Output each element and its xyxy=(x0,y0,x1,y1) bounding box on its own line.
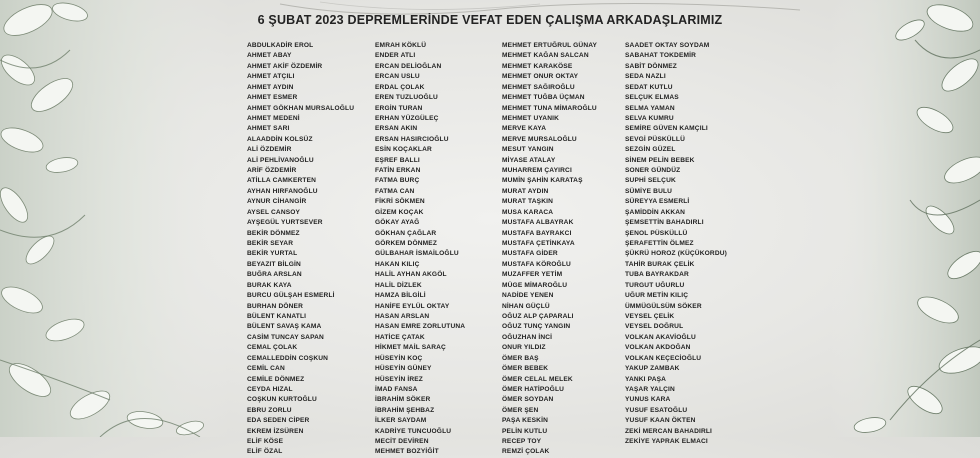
name-item: VOLKAN KEÇECİOĞLU xyxy=(625,354,702,362)
names-column-3 xyxy=(502,41,597,458)
name-item: HAMZA BİLGİLİ xyxy=(375,292,426,300)
name-item: MEHMET TUĞBA ÜÇMAN xyxy=(502,94,585,102)
name-item: ALİ ÖZDEMİR xyxy=(247,146,292,154)
name-item: EBRU ZORLU xyxy=(247,406,292,414)
name-item: AHMET AYDIN xyxy=(247,83,294,91)
name-item: ENDER ATLI xyxy=(375,52,416,60)
name-item: ERDAL ÇOLAK xyxy=(375,83,425,91)
name-item: ELİF ÖZAL xyxy=(247,448,283,456)
name-item: ESİN KOÇAKLAR xyxy=(375,146,432,154)
name-item: ÖMER BEBEK xyxy=(502,365,549,373)
name-item: MESUT YANGIN xyxy=(502,146,554,154)
name-item: HASAN EMRE ZORLUTUNA xyxy=(375,323,466,331)
name-item: ŞAMİDDİN AKKAN xyxy=(625,208,686,216)
name-item: SONER GÜNDÜZ xyxy=(625,167,681,175)
name-item: BURAK KAYA xyxy=(247,281,292,289)
name-item: AHMET MEDENİ xyxy=(247,114,300,122)
name-item: SEZGİN GÜZEL xyxy=(625,146,676,154)
name-item: ONUR YILDIZ xyxy=(502,344,546,352)
name-item: İLKER SAYDAM xyxy=(375,417,427,425)
name-item: ÖMER CELAL MELEK xyxy=(502,375,573,383)
name-item: YANKI PAŞA xyxy=(625,375,667,383)
name-item: SELMA YAMAN xyxy=(625,104,675,112)
names-column-4 xyxy=(625,41,727,447)
name-item: MEHMET BOZYİĞİT xyxy=(375,448,439,456)
name-item: FATMA BURÇ xyxy=(375,177,420,185)
name-item: CEMİL CAN xyxy=(247,365,285,373)
name-item: EKREM İZSÜREN xyxy=(247,427,304,435)
name-item: EMRAH KÖKLÜ xyxy=(375,42,427,49)
name-item: HAKAN KILIÇ xyxy=(375,260,420,268)
name-item: MUZAFFER YETİM xyxy=(502,271,563,279)
name-item: MİYASE ATALAY xyxy=(502,156,556,164)
name-item: FATİN ERKAN xyxy=(375,167,421,175)
name-item: SEDAT KUTLU xyxy=(625,83,673,91)
name-item: ALİ PEHLİVANOĞLU xyxy=(247,156,314,164)
name-item: BEYAZIT BİLGİN xyxy=(247,260,301,268)
name-item: UĞUR METİN KILIÇ xyxy=(625,292,689,300)
name-item: GİZEM KOÇAK xyxy=(375,208,424,216)
name-item: BURHAN DÖNER xyxy=(247,302,304,310)
name-item: BÜLENT SAVAŞ KAMA xyxy=(247,323,322,331)
name-item: SABİT DÖNMEZ xyxy=(625,62,677,70)
name-item: OĞUZ TUNÇ YANGIN xyxy=(502,323,571,331)
name-item: CEYDA HIZAL xyxy=(247,385,293,393)
name-item: BUĞRA ARSLAN xyxy=(247,271,302,279)
name-item: HÜSEYİN KOÇ xyxy=(375,354,423,362)
name-item: MUSTAFA ÇETİNKAYA xyxy=(502,240,575,248)
name-item: MUSTAFA BAYRAKCI xyxy=(502,229,572,237)
name-item: AHMET ESMER xyxy=(247,94,298,102)
name-item: AHMET ATÇILI xyxy=(247,73,295,81)
name-item: ÖMER ŞEN xyxy=(502,406,539,414)
name-item: ŞENOL PÜSKÜLLÜ xyxy=(625,229,688,237)
name-item: EDA SEDEN CİPER xyxy=(247,417,310,425)
name-item: İBRAHİM ŞEHBAZ xyxy=(375,406,435,414)
name-item: ŞEMSETTİN BAHADIRLI xyxy=(625,219,704,227)
name-item: MEHMET TUNA MİMAROĞLU xyxy=(502,104,597,112)
name-item: EŞREF BALLI xyxy=(375,156,420,164)
name-item: ALAADDİN KOLSÜZ xyxy=(247,135,313,143)
name-item: HATİCE ÇATAK xyxy=(375,333,425,341)
name-item: ÖMER HATİPOĞLU xyxy=(502,385,565,393)
name-item: HALİL AYHAN AKGÖL xyxy=(375,271,447,279)
name-item: YUSUF KAAN ÖKTEN xyxy=(625,417,696,425)
name-item: BURCU GÜLŞAH ESMERLİ xyxy=(247,292,335,300)
name-item: NİHAN GÜÇLÜ xyxy=(502,302,550,310)
name-item: ERSAN AKIN xyxy=(375,125,418,133)
name-item: ARİF ÖZDEMİR xyxy=(247,167,297,175)
name-item: OĞUZHAN İNCİ xyxy=(502,333,553,341)
name-item: GÖRKEM DÖNMEZ xyxy=(375,240,438,248)
name-item: MUSTAFA KÖROĞLU xyxy=(502,260,571,268)
name-item: YUSUF ESATOĞLU xyxy=(625,406,688,414)
name-item: ERCAN DELİOĞLAN xyxy=(375,62,442,70)
name-item: AYNUR CİHANGİR xyxy=(247,198,307,206)
name-item: HALİL DİZLEK xyxy=(375,281,422,289)
name-item: SELÇUK ELMAS xyxy=(625,94,679,102)
name-item: RECEP TOY xyxy=(502,438,542,446)
name-item: VEYSEL ÇELİK xyxy=(625,312,675,320)
name-item: MERVE MURSALOĞLU xyxy=(502,135,577,143)
name-item: CEMİLE DÖNMEZ xyxy=(247,375,305,383)
name-item: ÜMMÜGÜLSÜM SÖKER xyxy=(625,302,702,310)
name-item: MEHMET KAĞAN SALCAN xyxy=(502,52,589,60)
name-item: PAŞA KESKİN xyxy=(502,417,548,425)
names-column-2 xyxy=(375,41,465,458)
name-item: VOLKAN AKDOĞAN xyxy=(625,344,691,352)
name-item: YAKUP ZAMBAK xyxy=(625,365,680,373)
name-item: TURGUT UĞURLU xyxy=(625,281,685,289)
name-item: YAŞAR YALÇIN xyxy=(625,385,675,393)
name-item: VOLKAN AKAVİOĞLU xyxy=(625,333,696,341)
name-item: AYHAN HIRFANOĞLU xyxy=(247,187,318,195)
name-item: TAHİR BURAK ÇELİK xyxy=(625,260,695,268)
name-item: HASAN ARSLAN xyxy=(375,312,430,320)
name-item: OĞUZ ALP ÇAPARALI xyxy=(502,312,574,320)
name-item: MURAT AYDIN xyxy=(502,187,549,195)
name-item: FATMA CAN xyxy=(375,187,415,195)
name-item: MUMİN ŞAHİN KARATAŞ xyxy=(502,177,583,185)
name-item: HÜSEYİN GÜNEY xyxy=(375,365,432,373)
name-item: MECİT DEVİREN xyxy=(375,438,429,446)
name-item: AHMET AKİF ÖZDEMİR xyxy=(247,62,323,70)
name-item: ERHAN YÜZGÜLEÇ xyxy=(375,114,439,122)
name-item: HANİFE EYLÜL OKTAY xyxy=(375,302,450,310)
name-item: MEHMET ERTUĞRUL GÜNAY xyxy=(502,42,598,49)
name-item: MEHMET SAĞIROĞLU xyxy=(502,83,575,91)
name-item: HİKMET MAİL SARAÇ xyxy=(375,344,446,352)
name-item: VEYSEL DOĞRUL xyxy=(625,323,684,331)
name-item: SÜREYYA ESMERLİ xyxy=(625,198,690,206)
name-item: ERCAN USLU xyxy=(375,73,420,81)
name-item: ZEKİYE YAPRAK ELMACI xyxy=(625,438,708,446)
name-item: BEKİR YURTAL xyxy=(247,250,298,258)
name-item: CEMAL ÇOLAK xyxy=(247,344,298,352)
name-item: MUSA KARACA xyxy=(502,208,554,216)
name-item: SUPHİ SELÇUK xyxy=(625,177,676,185)
name-item: MEHMET KARAKÖSE xyxy=(502,62,573,70)
name-item: COŞKUN KURTOĞLU xyxy=(247,396,317,404)
name-item: SEVGİ PÜSKÜLLÜ xyxy=(625,135,685,143)
name-item: MUSTAFA ALBAYRAK xyxy=(502,219,574,227)
names-list xyxy=(0,41,980,456)
name-item: GÖKAY AYAĞ xyxy=(375,219,420,227)
name-item: ATİLLA CAMKERTEN xyxy=(247,177,317,185)
name-item: MUHARREM ÇAYIRCI xyxy=(502,167,572,175)
name-item: SABAHAT TOKDEMİR xyxy=(625,52,697,60)
name-item: BEKİR DÖNMEZ xyxy=(247,229,300,237)
name-item: ÖMER BAŞ xyxy=(502,354,539,362)
name-item: YUNUS KARA xyxy=(625,396,671,404)
name-item: NADİDE YENEN xyxy=(502,292,554,300)
name-item: ELİF KÖSE xyxy=(247,438,284,446)
name-item: HÜSEYİN İREZ xyxy=(375,375,423,383)
name-item: BEKİR SEYAR xyxy=(247,240,294,248)
name-item: ABDULKADİR EROL xyxy=(247,42,314,49)
name-item: SÜMİYE BULU xyxy=(625,187,673,195)
name-item: FİKRİ SÖKMEN xyxy=(375,198,425,206)
name-item: ERSAN HASIRCIOĞLU xyxy=(375,135,449,143)
name-item: SEMİRE GÜVEN KAMÇILI xyxy=(625,125,708,133)
name-item: KADRİYE TUNCUOĞLU xyxy=(375,427,452,435)
names-column-1 xyxy=(247,41,354,458)
name-item: CEMALLEDDİN COŞKUN xyxy=(247,354,329,362)
name-item: GÖKHAN ÇAĞLAR xyxy=(375,229,437,237)
name-item: TUBA BAYRAKDAR xyxy=(625,271,689,279)
name-item: MEHMET UYANIK xyxy=(502,114,560,122)
name-item: MUSTAFA GİDER xyxy=(502,250,558,258)
name-item: PELİN KUTLU xyxy=(502,427,548,435)
name-item: ERGİN TURAN xyxy=(375,104,423,112)
name-item: İBRAHİM SÖKER xyxy=(375,396,431,404)
name-item: MURAT TAŞKIN xyxy=(502,198,554,206)
name-item: ŞÜKRÜ HOROZ (KÜÇÜKORDU) xyxy=(625,250,727,258)
name-item: ÖMER SOYDAN xyxy=(502,396,554,404)
name-item: REMZİ ÇOLAK xyxy=(502,448,550,456)
name-item: BÜLENT KANATLI xyxy=(247,312,307,320)
name-item: AHMET GÖKHAN MURSALOĞLU xyxy=(247,104,355,112)
name-item: SAADET OKTAY SOYDAM xyxy=(625,42,710,49)
name-item: İMAD FANSA xyxy=(375,385,418,393)
name-item: SELVA KUMRU xyxy=(625,114,674,122)
name-item: ŞERAFETTİN ÖLMEZ xyxy=(625,240,694,248)
name-item: GÜLBAHAR İSMAİLOĞLU xyxy=(375,250,459,258)
name-item: AHMET ABAY xyxy=(247,52,292,60)
page-title: 6 ŞUBAT 2023 DEPREMLERİNDE VEFAT EDEN ÇALIŞMA ARKADAŞLARIMIZ xyxy=(257,13,723,27)
name-item: AYSEL CANSOY xyxy=(247,208,301,216)
name-item: AYŞEGÜL YURTSEVER xyxy=(247,219,323,227)
name-item: SEDA NAZLI xyxy=(625,73,666,81)
name-item: MÜGE MİMAROĞLU xyxy=(502,281,568,289)
name-item: MERVE KAYA xyxy=(502,125,547,133)
name-item: EREN TUZLUOĞLU xyxy=(375,94,438,102)
name-item: MEHMET ONUR OKTAY xyxy=(502,73,579,81)
name-item: CASİM TUNCAY SAPAN xyxy=(247,333,324,341)
name-item: SİNEM PELİN BEBEK xyxy=(625,156,695,164)
name-item: AHMET SARI xyxy=(247,125,290,133)
name-item: ZEKİ MERCAN BAHADIRLI xyxy=(625,427,713,435)
